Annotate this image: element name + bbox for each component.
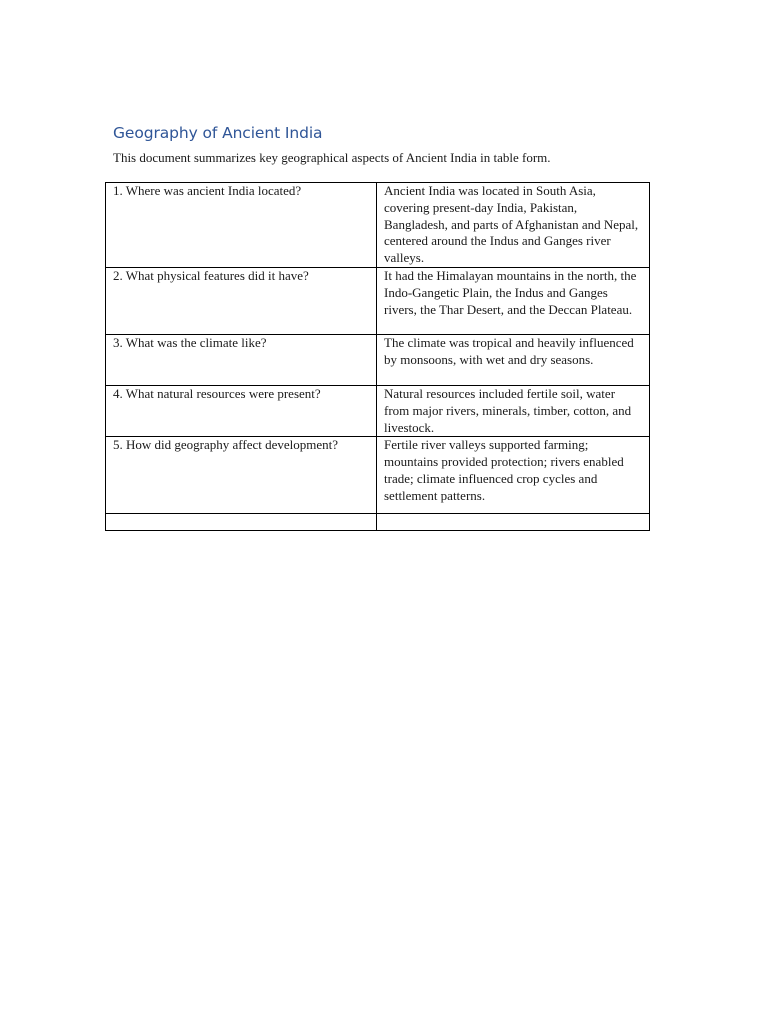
question-cell: 1. Where was ancient India located? [106, 183, 377, 268]
answer-cell: It had the Himalayan mountains in the north, the Indo-Gangetic Plain, the Indus and Ganges rivers, the Thar Desert, and the Deccan Plateau. [377, 268, 650, 335]
document-title: Geography of Ancient India [113, 124, 323, 142]
question-cell: 3. What was the climate like? [106, 335, 377, 386]
answer-cell: Ancient India was located in South Asia, covering present-day India, Pakistan, Bangladesh, and parts of Afghanistan and Nepal, centered around the Indus and Ganges river valleys. [377, 183, 650, 268]
question-cell: 4. What natural resources were present? [106, 386, 377, 437]
answer-cell: The climate was tropical and heavily influenced by monsoons, with wet and dry seasons. [377, 335, 650, 386]
question-cell [106, 514, 377, 531]
question-cell: 2. What physical features did it have? [106, 268, 377, 335]
table-row [106, 437, 650, 514]
document-intro: This document summarizes key geographical aspects of Ancient India in table form. [113, 150, 551, 165]
table-row [106, 268, 650, 335]
answer-cell: Natural resources included fertile soil, water from major rivers, minerals, timber, cotton, and livestock. [377, 386, 650, 437]
table-row-empty [106, 514, 650, 531]
answer-cell: Fertile river valleys supported farming; mountains provided protection; rivers enabled trade; climate influenced crop cycles and settlement patterns. [377, 437, 650, 514]
table-row [106, 183, 650, 268]
question-cell: 5. How did geography affect development? [106, 437, 377, 514]
table-row [106, 335, 650, 386]
geography-table [105, 182, 650, 531]
table-row [106, 386, 650, 437]
answer-cell [377, 514, 650, 531]
